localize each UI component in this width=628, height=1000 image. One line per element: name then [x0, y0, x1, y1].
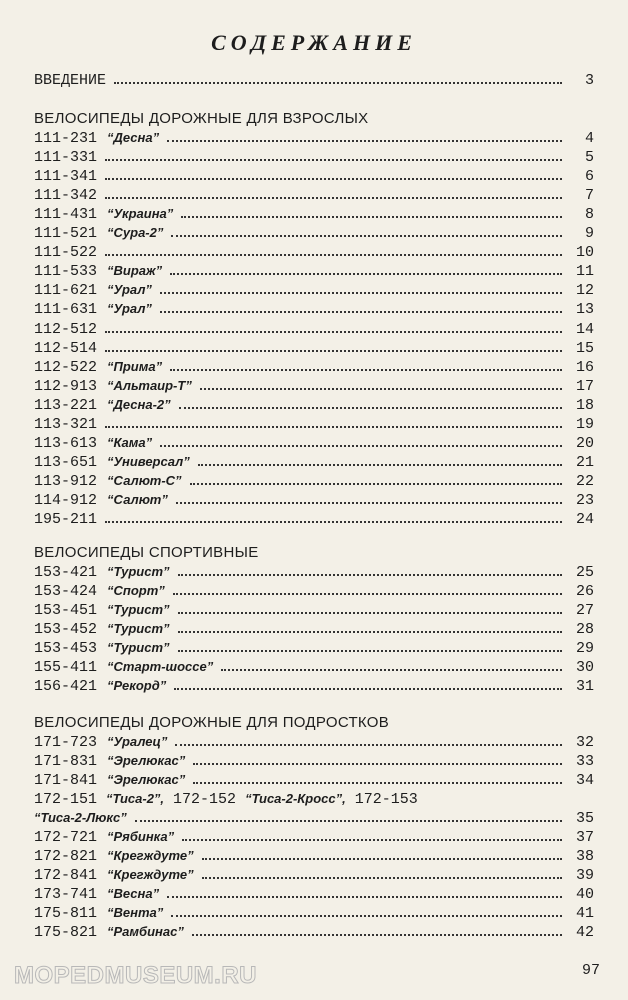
model-name: “Турист” — [107, 621, 170, 637]
leader-dots — [193, 781, 562, 784]
page-title: СОДЕРЖАНИЕ — [211, 30, 417, 55]
toc-entry — [34, 492, 594, 511]
model-code: 172-721 — [34, 829, 98, 846]
entry-page: 26 — [575, 583, 594, 601]
toc-entry — [34, 753, 594, 772]
toc-entry — [34, 678, 594, 697]
toc-entry — [34, 301, 594, 320]
leader-dots — [105, 349, 562, 352]
model-name: “Салют-С” — [107, 472, 182, 488]
model-code: 175-811 — [34, 905, 98, 923]
model-name: “Эрелюкас” — [107, 753, 186, 769]
toc-entry — [34, 244, 594, 263]
model-name: “Кама” — [107, 434, 153, 450]
toc-entry — [34, 397, 594, 416]
entry-page: 12 — [575, 282, 594, 300]
toc-entry — [34, 867, 594, 886]
leader-dots — [193, 762, 562, 765]
leader-dots — [135, 819, 562, 822]
leader-dots — [181, 215, 562, 218]
entry-label: ВВЕДЕНИЕ — [34, 72, 107, 89]
model-code: 113-321 — [34, 415, 98, 433]
model-code: 111-522 — [34, 244, 98, 262]
section-heading: ВЕЛОСИПЕДЫ ДОРОЖНЫЕ ДЛЯ ПОДРОСТКОВ — [34, 714, 390, 731]
toc-entry — [34, 621, 594, 640]
leader-dots — [192, 933, 562, 936]
model-name: “Тиса-2-Люкс” — [34, 810, 127, 825]
model-code: 171-723 — [34, 734, 98, 751]
model-code: 155-411 — [34, 659, 98, 677]
leader-dots — [160, 444, 562, 447]
entry-page: 28 — [575, 621, 594, 639]
leader-dots — [178, 573, 562, 576]
model-code: 156-421 — [34, 678, 98, 696]
toc-entry — [34, 263, 594, 282]
model-code: 113-613 — [34, 434, 98, 452]
entry-page: 35 — [575, 810, 594, 827]
entry-page: 31 — [575, 678, 594, 696]
toc-entry — [34, 340, 594, 359]
entry-page: 22 — [575, 472, 594, 490]
entry-page: 6 — [584, 168, 594, 186]
page-number: 97 — [581, 962, 600, 979]
entry-page: 5 — [584, 149, 594, 167]
entry-page: 16 — [575, 358, 594, 376]
model-name: “Рамбинас” — [107, 924, 184, 940]
model-code: 111-431 — [34, 206, 98, 224]
leader-dots — [178, 611, 562, 614]
toc-entry — [34, 511, 594, 530]
entry-page: 42 — [575, 924, 594, 942]
model-name: “Сура-2” — [107, 225, 164, 241]
model-name: “Универсал” — [107, 453, 190, 469]
model-name: “Тиса-2-Кросс”, — [245, 791, 346, 806]
toc-entry — [34, 168, 594, 187]
toc-entry — [34, 187, 594, 206]
model-name: “Эрелюкас” — [107, 772, 186, 788]
leader-dots — [105, 196, 562, 199]
entry-page: 3 — [584, 72, 594, 89]
toc-entry — [34, 130, 594, 149]
model-name: “Десна” — [107, 130, 160, 145]
leader-dots — [105, 425, 562, 428]
model-code: 172-152 — [173, 791, 237, 808]
model-name: “Урал” — [107, 282, 152, 298]
toc-entry — [34, 602, 594, 621]
model-name: “Десна-2” — [107, 396, 171, 412]
model-code: 172-153 — [354, 791, 418, 808]
model-name: “Украина” — [107, 206, 174, 222]
model-code: 111-341 — [34, 168, 98, 186]
model-code: 153-451 — [34, 602, 98, 620]
leader-dots — [178, 649, 562, 652]
model-name: “Прима” — [107, 358, 163, 374]
toc-entry — [34, 924, 594, 943]
entry-page: 13 — [575, 301, 594, 319]
entry-page: 8 — [584, 206, 594, 224]
entry-page: 15 — [575, 339, 594, 357]
model-code: 112-522 — [34, 358, 98, 376]
model-name: “Вента” — [107, 905, 164, 921]
toc-entry — [34, 206, 594, 225]
entry-page: 37 — [575, 829, 594, 846]
entry-page: 41 — [575, 905, 594, 923]
entry-page: 7 — [584, 187, 594, 205]
toc-entry — [34, 378, 594, 397]
leader-dots — [190, 482, 562, 485]
leader-dots — [170, 272, 562, 275]
leader-dots — [105, 330, 562, 333]
model-code: 112-514 — [34, 339, 98, 357]
entry-page: 25 — [575, 564, 594, 581]
model-code: 111-533 — [34, 263, 98, 281]
toc-entry — [34, 583, 594, 602]
leader-dots — [171, 234, 562, 237]
entry-page: 14 — [575, 320, 594, 338]
model-code: 111-631 — [34, 301, 98, 319]
toc-entry — [34, 848, 594, 867]
leader-dots — [173, 592, 562, 595]
leader-dots — [167, 895, 562, 898]
leader-dots — [170, 368, 562, 371]
leader-dots — [105, 520, 562, 523]
model-code: 153-452 — [34, 621, 98, 639]
model-code: 173-741 — [34, 886, 98, 904]
model-code: 171-841 — [34, 772, 98, 790]
model-code: 153-421 — [34, 564, 98, 581]
model-code: 112-913 — [34, 377, 98, 395]
model-code: 114-912 — [34, 491, 98, 509]
watermark: MOPEDMUSEUM.RU — [14, 962, 258, 989]
leader-dots — [167, 139, 562, 142]
leader-dots — [200, 387, 562, 390]
leader-dots — [114, 81, 562, 84]
model-name: “Урал” — [107, 301, 152, 317]
model-code: 195-211 — [34, 511, 98, 528]
section-heading: ВЕЛОСИПЕДЫ ДОРОЖНЫЕ ДЛЯ ВЗРОСЛЫХ — [34, 110, 369, 127]
toc-entry — [34, 886, 594, 905]
model-name: “Салют” — [107, 491, 168, 507]
entry-page: 4 — [584, 130, 594, 147]
toc-entry-multi-line1 — [34, 791, 418, 808]
model-code: 113-912 — [34, 472, 98, 490]
toc-entry — [34, 905, 594, 924]
toc-entry — [34, 564, 594, 583]
model-code: 172-151 — [34, 791, 98, 808]
model-code: 172-841 — [34, 867, 98, 885]
model-name: “Уралец” — [107, 734, 168, 749]
leader-dots — [105, 177, 562, 180]
model-code: 112-512 — [34, 320, 98, 338]
toc-entry — [34, 772, 594, 791]
entry-page: 29 — [575, 640, 594, 658]
model-code: 111-331 — [34, 149, 98, 167]
entry-page: 34 — [575, 772, 594, 790]
model-name: “Вираж” — [107, 263, 163, 279]
model-name: “Спорт” — [107, 583, 165, 599]
toc-entry — [34, 416, 594, 435]
toc-entry — [34, 282, 594, 301]
leader-dots — [160, 310, 562, 313]
toc-entry — [34, 435, 594, 454]
entry-page: 40 — [575, 886, 594, 904]
model-code: 153-453 — [34, 640, 98, 658]
model-code: 113-221 — [34, 396, 98, 414]
toc-entry — [34, 640, 594, 659]
leader-dots — [179, 406, 562, 409]
leader-dots — [221, 668, 562, 671]
leader-dots — [182, 838, 562, 841]
model-name: “Старт-шоссе” — [107, 659, 214, 675]
toc-entry — [34, 225, 594, 244]
entry-page: 21 — [575, 453, 594, 471]
entry-page: 30 — [575, 659, 594, 677]
section-heading: ВЕЛОСИПЕДЫ СПОРТИВНЫЕ — [34, 544, 259, 561]
model-name: “Рябинка” — [107, 829, 175, 844]
leader-dots — [202, 876, 562, 879]
leader-dots — [176, 501, 562, 504]
leader-dots — [105, 158, 562, 161]
leader-dots — [174, 687, 562, 690]
model-name: “Рекорд” — [107, 678, 167, 694]
entry-page: 38 — [575, 848, 594, 866]
toc-entry — [34, 149, 594, 168]
model-code: 111-521 — [34, 225, 98, 243]
toc-entry — [34, 321, 594, 340]
entry-page: 17 — [575, 377, 594, 395]
model-code: 175-821 — [34, 924, 98, 942]
model-code: 172-821 — [34, 848, 98, 866]
leader-dots — [178, 630, 562, 633]
toc-entry-multi-line2 — [34, 810, 594, 829]
toc-entry-intro — [34, 72, 594, 91]
model-name: “Турист” — [107, 564, 170, 579]
toc-entry — [34, 473, 594, 492]
model-code: 113-651 — [34, 453, 98, 471]
leader-dots — [198, 463, 562, 466]
model-name: “Турист” — [107, 640, 170, 656]
entry-page: 11 — [575, 263, 594, 281]
model-code: 111-621 — [34, 282, 98, 300]
entry-page: 18 — [575, 396, 594, 414]
model-code: 171-831 — [34, 753, 98, 771]
toc-entry — [34, 734, 594, 753]
model-code: 153-424 — [34, 583, 98, 601]
toc-entry — [34, 659, 594, 678]
model-name: “Турист” — [107, 602, 170, 618]
entry-page: 10 — [575, 244, 594, 262]
toc-entry — [34, 359, 594, 378]
model-code: 111-231 — [34, 130, 98, 147]
entry-page: 9 — [584, 225, 594, 243]
model-name: “Тиса-2”, — [106, 791, 165, 806]
toc-entry — [34, 829, 594, 848]
toc-entry — [34, 454, 594, 473]
entry-page: 33 — [575, 753, 594, 771]
entry-page: 27 — [575, 602, 594, 620]
entry-page: 39 — [575, 867, 594, 885]
entry-page: 23 — [575, 491, 594, 509]
model-code: 111-342 — [34, 187, 98, 205]
leader-dots — [171, 914, 562, 917]
model-name: “Альтаир-Т” — [107, 377, 192, 393]
leader-dots — [160, 291, 562, 294]
entry-page: 32 — [575, 734, 594, 751]
model-name: “Крегждуте” — [107, 848, 194, 864]
leader-dots — [105, 253, 562, 256]
model-name: “Крегждуте” — [107, 867, 194, 883]
model-name: “Весна” — [107, 886, 160, 902]
entry-page: 24 — [575, 511, 594, 528]
leader-dots — [202, 857, 562, 860]
entry-page: 19 — [575, 415, 594, 433]
leader-dots — [175, 743, 562, 746]
entry-page: 20 — [575, 434, 594, 452]
